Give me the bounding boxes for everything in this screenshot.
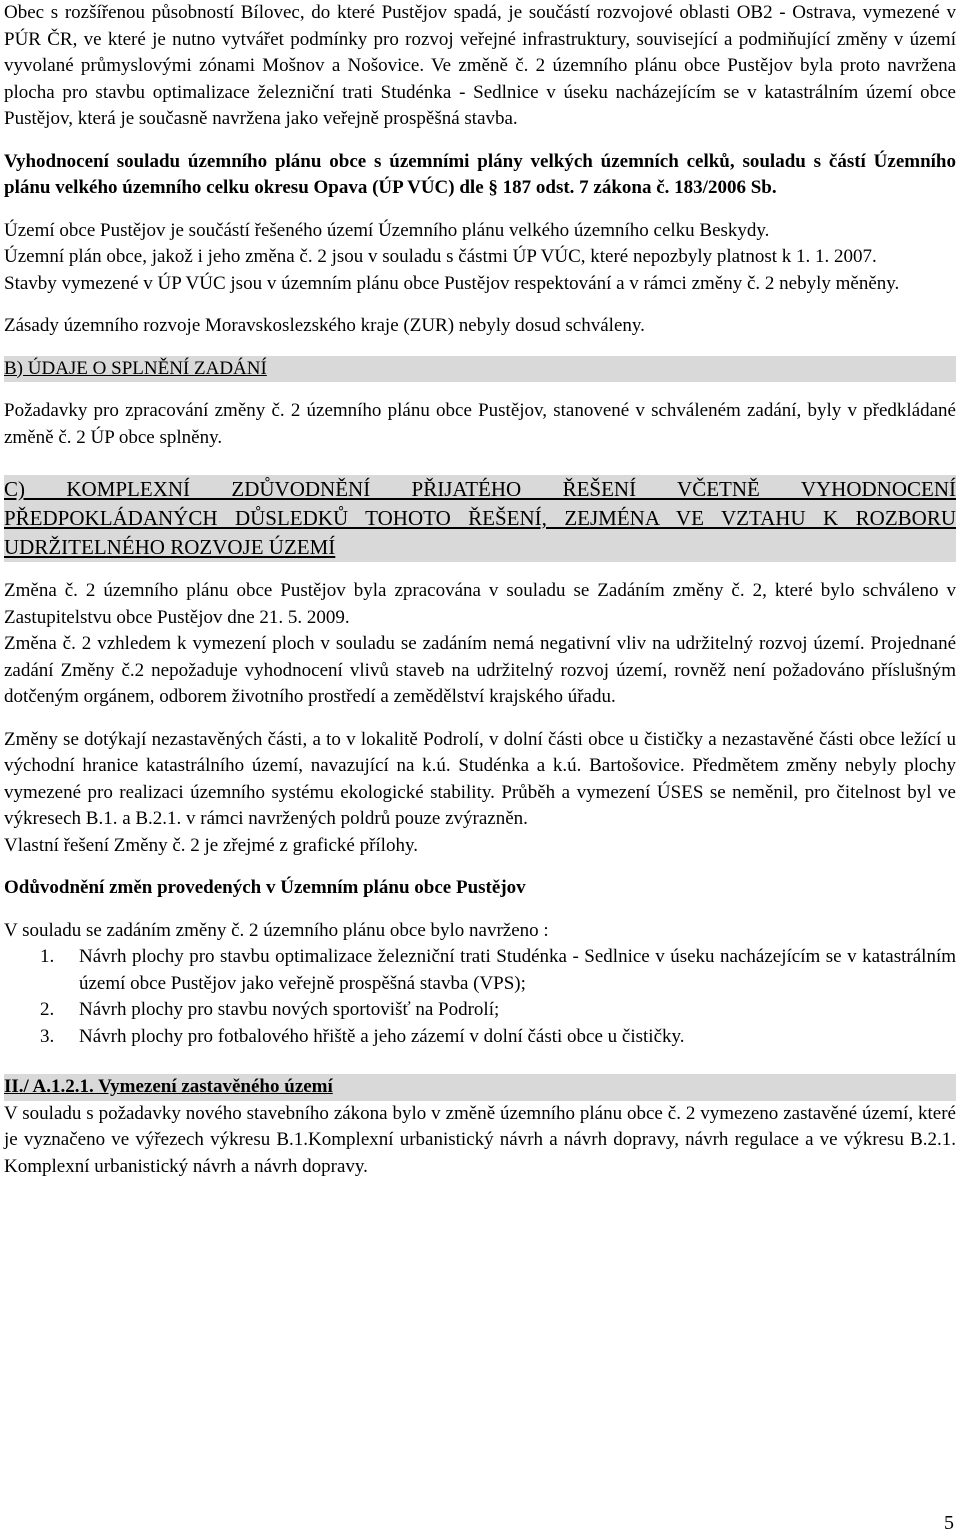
page-number: 5 — [944, 1512, 954, 1534]
paragraph-intro: Obec s rozšířenou působností Bílovec, do které Pustějov spadá, je součástí rozvojové oblasti OB2 - Ostrava, vymezené v PÚR ČR, ve které je nutno vytvářet podmínky pro rozvoj veřejné infrastruktury, související a podmiňující změny v území vyvolané průmyslovými zónami Mošnov a Nošovice. Ve změně č. 2 územního plánu obce Pustějov byla proto navržena plocha pro stavbu optimalizace železniční trati Studénka - Sedlnice v úseku nacházejícím se v katastrálním území obce Pustějov, která je současně navržena jako veřejně prospěšná stavba. — [4, 2, 956, 129]
heading-oduvodneni: Odůvodnění změn provedených v Územním plánu obce Pustějov — [4, 877, 526, 898]
heading-section-b-text: B) ÚDAJE O SPLNĚNÍ ZADÁNÍ — [4, 357, 267, 379]
heading-section-c — [4, 475, 956, 562]
paragraph-zastavene-uzemi: V souladu s požadavky nového stavebního zákona bylo v změně územního plánu obce č. 2 vymezeno zastavěné území, které je vyznačeno ve výřezech výkresu B.1.Komplexní urbanistický návrh a návrh dopravy, návrh regulace a ve výkresu B.2.1. Komplexní urbanistický návrh a návrh dopravy. — [4, 1102, 956, 1177]
proposal-list — [4, 944, 956, 1050]
paragraph-zmeny-dotykaji: Změny se dotýkají nezastavěných části, a to v lokalitě Podrolí, v dolní části obce u čističky a nezastavěné části obce ležící u východní hranice katastrálního území, navazující na k.ú. Studénka a k.ú. Bartošovice. Předmětem změny nebyly plochy vymezené pro realizaci územního systému ekologické stability. Průběh a vymezení ÚSES se neměnil, pro čitelnost byl ve výkresech B.1. a B.2.1. v rámci navržených poldrů pouze zvýrazněn. — [4, 728, 956, 829]
list-item-text: Návrh plochy pro fotbalového hřiště a jeho zázemí v dolní části obce u čističky. — [79, 1025, 685, 1047]
paragraph-pozadavky: Požadavky pro zpracování změny č. 2 územního plánu obce Pustějov, stanovené v schváleném zadání, byly v předkládané změně č. 2 ÚP obce splněny. — [4, 400, 956, 448]
paragraph-stavby: Stavby vymezené v ÚP VÚC jsou v územním plánu obce Pustějov respektování a v rámci změny č. 2 nebyly měněny. — [4, 272, 900, 294]
heading-section-b — [4, 356, 956, 383]
paragraph-vlastni-reseni: Vlastní řešení Změny č. 2 je zřejmé z grafické přílohy. — [4, 834, 418, 856]
list-item-number: 2. — [40, 999, 55, 1020]
heading-vyhodnoceni: Vyhodnocení souladu územního plánu obce s územními plány velkých územních celků, souladu s částí Územního plánu velkého územního celku okresu Opava (ÚP VÚC) dle § 187 odst. 7 zákona č. 183/2006 Sb. — [4, 150, 956, 198]
paragraph-navrzeno: V souladu se zadáním změny č. 2 územního plánu obce bylo navrženo : — [4, 919, 549, 941]
list-item-number: 1. — [40, 946, 55, 967]
heading-section-c-text: C) KOMPLEXNÍ ZDŮVODNĚNÍ PŘIJATÉHO ŘEŠENÍ VČETNĚ VYHODNOCENÍ PŘEDPOKLÁDANÝCH DŮSLEDKŮ TOHOTO ŘEŠENÍ, ZEJMÉNA VE VZTAHU K ROZBORU UDRŽITELNÉHO ROZVOJE ÚZEMÍ — [4, 477, 956, 559]
paragraph-beskydy: Území obce Pustějov je součástí řešeného území Územního plánu velkého územního celku Beskydy. — [4, 219, 770, 241]
list-item — [4, 944, 956, 997]
list-item-number: 3. — [40, 1025, 55, 1047]
list-item — [4, 1024, 956, 1051]
paragraph-soulad: Územní plán obce, jakož i jeho změna č. 2 jsou v souladu s částmi ÚP VÚC, které nepozbyly platnost k 1. 1. 2007. — [4, 246, 877, 267]
paragraph-zmena-vliv: Změna č. 2 vzhledem k vymezení ploch v souladu se zadáním nemá negativní vliv na udržitelný rozvoj území. Projednané zadání Změny č.2 nepožaduje vyhodnocení vlivů staveb na udržitelný rozvoj území, rovněž není požadováno příslušným dotčeným orgánem, odborem životního prostředí a zemědělství krajského úřadu. — [4, 633, 956, 707]
paragraph-zur: Zásady územního rozvoje Moravskoslezského kraje (ZUR) nebyly dosud schváleny. — [4, 315, 645, 336]
paragraph-zmena-zpracovana: Změna č. 2 územního plánu obce Pustějov byla zpracována v souladu se Zadáním změny č. 2, které bylo schváleno v Zastupitelstvu obce Pustějov dne 21. 5. 2009. — [4, 580, 956, 628]
heading-vymezeni-text: II./ A.1.2.1. Vymezení zastavěného území — [4, 1076, 333, 1097]
list-item-text: Návrh plochy pro stavbu optimalizace železniční trati Studénka - Sedlnice v úseku nacházejícím se v katastrálním území obce Pustějov jako veřejně prospěšná stavba (VPS); — [79, 946, 956, 994]
list-item — [4, 997, 956, 1024]
heading-vymezeni — [4, 1074, 956, 1101]
list-item-text: Návrh plochy pro stavbu nových sportovišť na Podrolí; — [79, 999, 500, 1020]
document-page — [4, 0, 956, 1180]
